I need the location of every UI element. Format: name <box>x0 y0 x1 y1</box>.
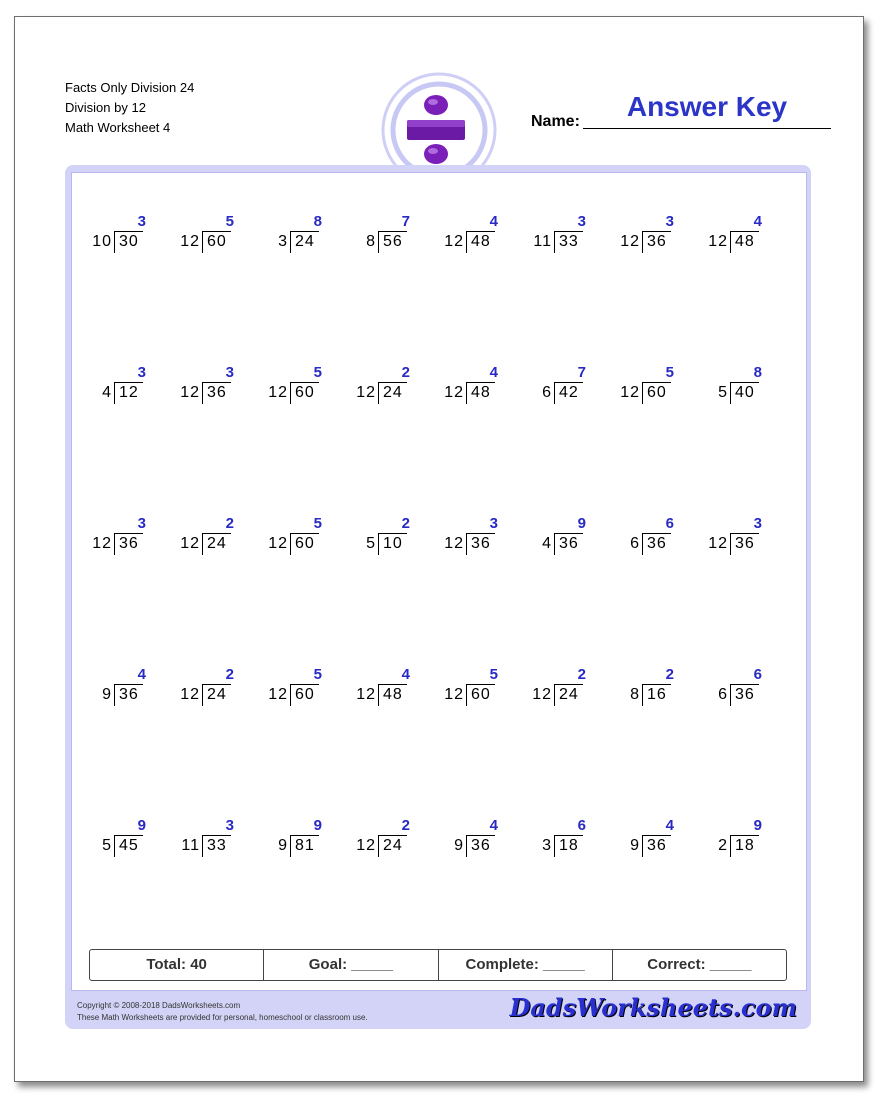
quotient-answer: 8 <box>753 364 762 381</box>
quotient-answer: 2 <box>577 666 586 683</box>
divisor: 11 <box>533 233 552 250</box>
division-bracket <box>616 684 680 706</box>
division-bracket <box>88 231 152 253</box>
division-bracket <box>88 382 152 404</box>
quotient-answer: 4 <box>489 213 498 230</box>
dividend: 48 <box>730 231 759 253</box>
division-problem <box>704 515 792 575</box>
division-problem <box>352 515 440 575</box>
division-problem <box>528 364 616 424</box>
dividend: 36 <box>730 684 759 706</box>
problem-grid <box>72 173 822 973</box>
divisor: 3 <box>542 837 552 854</box>
quotient-answer: 3 <box>489 515 498 532</box>
division-problem <box>528 515 616 575</box>
copyright-text: Copyright © 2008-2018 DadsWorksheets.com <box>77 1001 241 1010</box>
worksheet-subtitle: Division by 12 <box>65 100 146 115</box>
quotient-answer: 3 <box>225 817 234 834</box>
divisor: 12 <box>180 384 200 401</box>
divisor: 12 <box>620 233 640 250</box>
dividend: 36 <box>466 533 495 555</box>
quotient-answer: 7 <box>577 364 586 381</box>
score-bar <box>89 949 787 981</box>
divisor: 11 <box>181 837 200 854</box>
divisor: 10 <box>92 233 112 250</box>
division-problem <box>176 515 264 575</box>
division-bracket <box>440 835 504 857</box>
division-problem <box>616 817 704 877</box>
dividend: 36 <box>202 382 231 404</box>
answer-key-title: Answer Key <box>626 91 788 122</box>
division-problem <box>176 666 264 726</box>
division-problem <box>704 817 792 877</box>
dividend: 60 <box>642 382 671 404</box>
quotient-answer: 5 <box>489 666 498 683</box>
complete-cell: Complete: _____ <box>438 950 612 980</box>
divisor: 12 <box>444 686 464 703</box>
division-bracket <box>704 684 768 706</box>
division-bracket <box>440 231 504 253</box>
division-bracket <box>528 835 592 857</box>
dividend: 18 <box>730 835 759 857</box>
worksheet-number: Math Worksheet 4 <box>65 120 171 135</box>
division-bracket <box>440 533 504 555</box>
total-cell: Total: 40 <box>146 956 207 973</box>
division-problem <box>616 515 704 575</box>
division-problem <box>352 364 440 424</box>
divisor: 12 <box>356 686 376 703</box>
dividend: 36 <box>642 835 671 857</box>
dividend: 48 <box>378 684 407 706</box>
divisor: 6 <box>718 686 728 703</box>
dividend: 60 <box>466 684 495 706</box>
quotient-answer: 6 <box>753 666 762 683</box>
worksheet-page <box>14 16 864 1082</box>
division-problem <box>264 666 352 726</box>
division-bracket <box>88 684 152 706</box>
quotient-answer: 5 <box>313 515 322 532</box>
quotient-answer: 3 <box>665 213 674 230</box>
dividend: 24 <box>202 684 231 706</box>
dividend: 36 <box>642 533 671 555</box>
dividend: 42 <box>554 382 583 404</box>
division-problem <box>440 666 528 726</box>
quotient-answer: 5 <box>313 364 322 381</box>
division-problem <box>616 364 704 424</box>
name-field-line <box>583 128 831 129</box>
quotient-answer: 5 <box>225 213 234 230</box>
divisor: 2 <box>718 837 728 854</box>
division-bracket <box>176 231 240 253</box>
division-problem <box>264 364 352 424</box>
name-label: Name: <box>531 113 580 130</box>
dividend: 24 <box>378 382 407 404</box>
divisor: 12 <box>444 535 464 552</box>
goal-cell: Goal: _____ <box>263 950 437 980</box>
division-problem <box>704 364 792 424</box>
divisor: 12 <box>444 233 464 250</box>
division-bracket <box>528 382 592 404</box>
divisor: 12 <box>180 686 200 703</box>
division-problem <box>352 666 440 726</box>
division-bracket <box>352 533 416 555</box>
division-bracket <box>264 684 328 706</box>
dividend: 36 <box>466 835 495 857</box>
quotient-answer: 3 <box>137 213 146 230</box>
dividend: 36 <box>554 533 583 555</box>
division-bracket <box>264 533 328 555</box>
division-problem <box>704 666 792 726</box>
divisor: 12 <box>532 686 552 703</box>
dividend: 16 <box>642 684 671 706</box>
divisor: 5 <box>102 837 112 854</box>
worksheet-header <box>65 78 194 138</box>
quotient-answer: 7 <box>401 213 410 230</box>
division-bracket <box>352 382 416 404</box>
problem-area <box>71 172 807 991</box>
divisor: 6 <box>542 384 552 401</box>
dividend: 18 <box>554 835 583 857</box>
division-problem <box>176 213 264 273</box>
dividend: 33 <box>554 231 583 253</box>
dividend: 36 <box>114 533 143 555</box>
dividend: 45 <box>114 835 143 857</box>
dividend: 24 <box>378 835 407 857</box>
division-problem <box>616 666 704 726</box>
dividend: 24 <box>290 231 319 253</box>
division-problem <box>88 364 176 424</box>
quotient-answer: 9 <box>577 515 586 532</box>
division-problem <box>528 666 616 726</box>
division-problem <box>528 213 616 273</box>
division-bracket <box>704 231 768 253</box>
division-bracket <box>264 382 328 404</box>
division-problem <box>704 213 792 273</box>
divisor: 4 <box>542 535 552 552</box>
division-bracket <box>264 835 328 857</box>
brand-logo: DadsWorksheets.com <box>509 993 797 1022</box>
dividend: 24 <box>554 684 583 706</box>
divisor: 12 <box>268 384 288 401</box>
divisor: 8 <box>366 233 376 250</box>
dividend: 60 <box>290 684 319 706</box>
division-bracket <box>176 382 240 404</box>
division-bracket <box>704 533 768 555</box>
division-problem <box>176 364 264 424</box>
dividend: 81 <box>290 835 319 857</box>
divisor: 12 <box>708 535 728 552</box>
dividend: 10 <box>378 533 407 555</box>
quotient-answer: 4 <box>401 666 410 683</box>
division-bracket <box>352 684 416 706</box>
divisor: 12 <box>356 384 376 401</box>
divisor: 9 <box>278 837 288 854</box>
quotient-answer: 4 <box>137 666 146 683</box>
divisor: 5 <box>718 384 728 401</box>
divisor: 12 <box>268 535 288 552</box>
divisor: 9 <box>630 837 640 854</box>
divisor: 12 <box>180 233 200 250</box>
quotient-answer: 5 <box>313 666 322 683</box>
dividend: 33 <box>202 835 231 857</box>
division-problem <box>88 213 176 273</box>
division-bracket <box>704 382 768 404</box>
quotient-answer: 4 <box>753 213 762 230</box>
problem-frame <box>65 165 811 1029</box>
divisor: 8 <box>630 686 640 703</box>
division-problem <box>528 817 616 877</box>
division-problem <box>264 515 352 575</box>
division-problem <box>88 817 176 877</box>
dividend: 36 <box>114 684 143 706</box>
dividend: 30 <box>114 231 143 253</box>
dividend: 36 <box>730 533 759 555</box>
dividend: 24 <box>202 533 231 555</box>
worksheet-title: Facts Only Division 24 <box>65 80 195 95</box>
division-problem <box>440 364 528 424</box>
division-bracket <box>528 684 592 706</box>
division-problem <box>616 213 704 273</box>
division-bracket <box>88 835 152 857</box>
division-bracket <box>704 835 768 857</box>
quotient-answer: 2 <box>401 817 410 834</box>
quotient-answer: 2 <box>225 515 234 532</box>
divisor: 12 <box>708 233 728 250</box>
division-bracket <box>264 231 328 253</box>
division-problem <box>352 817 440 877</box>
division-bracket <box>528 533 592 555</box>
quotient-answer: 9 <box>753 817 762 834</box>
division-bracket <box>616 382 680 404</box>
dividend: 40 <box>730 382 759 404</box>
division-problem <box>264 213 352 273</box>
dividend: 56 <box>378 231 407 253</box>
quotient-answer: 3 <box>225 364 234 381</box>
division-bracket <box>88 533 152 555</box>
quotient-answer: 2 <box>225 666 234 683</box>
quotient-answer: 9 <box>313 817 322 834</box>
division-problem <box>440 817 528 877</box>
division-problem <box>440 213 528 273</box>
quotient-answer: 6 <box>577 817 586 834</box>
divisor: 12 <box>620 384 640 401</box>
divisor: 5 <box>366 535 376 552</box>
divisor: 12 <box>180 535 200 552</box>
divisor: 12 <box>268 686 288 703</box>
division-bracket <box>176 835 240 857</box>
divisor: 12 <box>444 384 464 401</box>
division-bracket <box>440 684 504 706</box>
quotient-answer: 8 <box>313 213 322 230</box>
divisor: 4 <box>102 384 112 401</box>
quotient-answer: 5 <box>665 364 674 381</box>
divisor: 3 <box>278 233 288 250</box>
quotient-answer: 6 <box>665 515 674 532</box>
dividend: 60 <box>202 231 231 253</box>
footer-text <box>77 1000 368 1024</box>
quotient-answer: 4 <box>665 817 674 834</box>
division-problem <box>440 515 528 575</box>
dividend: 60 <box>290 533 319 555</box>
division-bracket <box>616 533 680 555</box>
division-problem <box>176 817 264 877</box>
dividend: 12 <box>114 382 143 404</box>
division-bracket <box>352 231 416 253</box>
division-bracket <box>176 684 240 706</box>
quotient-answer: 9 <box>137 817 146 834</box>
division-bracket <box>616 231 680 253</box>
dividend: 60 <box>290 382 319 404</box>
quotient-answer: 4 <box>489 817 498 834</box>
dividend: 48 <box>466 231 495 253</box>
division-problem <box>88 666 176 726</box>
divisor: 9 <box>454 837 464 854</box>
divisor: 12 <box>356 837 376 854</box>
division-problem <box>264 817 352 877</box>
divisor: 12 <box>92 535 112 552</box>
dividend: 48 <box>466 382 495 404</box>
dividend: 36 <box>642 231 671 253</box>
division-bracket <box>176 533 240 555</box>
division-problem <box>88 515 176 575</box>
division-bracket <box>616 835 680 857</box>
quotient-answer: 3 <box>577 213 586 230</box>
division-bracket <box>528 231 592 253</box>
correct-cell: Correct: _____ <box>612 950 786 980</box>
divisor: 9 <box>102 686 112 703</box>
quotient-answer: 4 <box>489 364 498 381</box>
quotient-answer: 2 <box>401 364 410 381</box>
quotient-answer: 3 <box>753 515 762 532</box>
division-problem <box>352 213 440 273</box>
division-bracket <box>352 835 416 857</box>
division-bracket <box>440 382 504 404</box>
quotient-answer: 3 <box>137 364 146 381</box>
usage-notice: These Math Worksheets are provided for personal, homeschool or classroom use. <box>77 1013 368 1022</box>
quotient-answer: 3 <box>137 515 146 532</box>
divisor: 6 <box>630 535 640 552</box>
quotient-answer: 2 <box>665 666 674 683</box>
quotient-answer: 2 <box>401 515 410 532</box>
